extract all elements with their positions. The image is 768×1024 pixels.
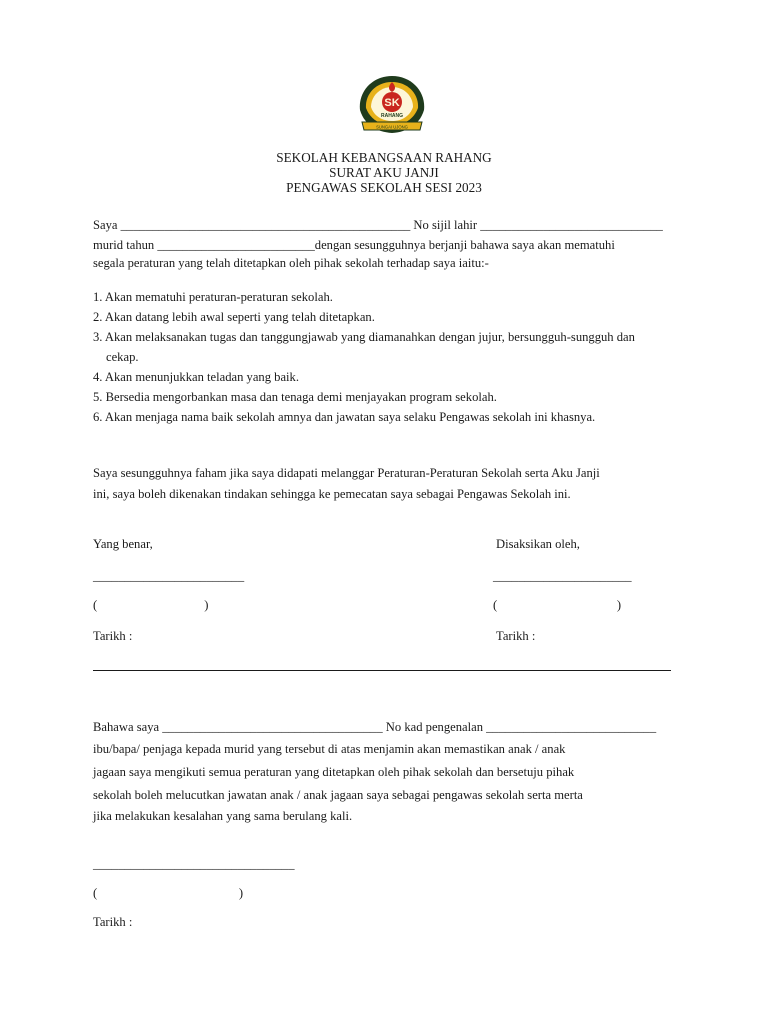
rule-item: 3. Akan melaksanakan tugas dan tanggungjawab yang diamanahkan dengan jujur, bersungguh-sungguh dan cekap. <box>93 330 635 364</box>
parent-line-1: Bahawa saya ___________________________________ No kad pengenalan ___________________________ <box>93 720 657 734</box>
sincerely-label: Yang benar, <box>93 537 153 551</box>
session-title: PENGAWAS SEKOLAH SESI 2023 <box>286 180 482 195</box>
rule-item: 4. Akan menunjukkan teladan yang baik. <box>93 370 299 384</box>
rule-item: 2. Akan datang lebih awal seperti yang telah ditetapkan. <box>93 310 375 324</box>
declaration-line-2: ini, saya boleh dikenakan tindakan sehingga ke pemecatan saya sebagai Pengawas Sekolah ini. <box>93 487 571 501</box>
witness-name-brackets: ( ) <box>493 598 622 612</box>
student-name-brackets: ( ) <box>93 598 209 612</box>
declaration-line-1: Saya sesungguhnya faham jika saya didapati melanggar Peraturan-Peraturan Sekolah serta Aku Janji <box>93 466 600 480</box>
parent-date-label: Tarikh : <box>93 915 133 929</box>
witness-signature-line: ______________________ <box>493 569 632 583</box>
witness-label: Disaksikan oleh, <box>496 537 580 551</box>
student-date-label: Tarikh : <box>93 629 133 643</box>
document-title: SURAT AKU JANJI <box>329 165 439 180</box>
intro-line-2: murid tahun _________________________dengan sesungguhnya berjanji bahawa saya akan mematuhi <box>93 238 615 252</box>
parent-line-5: jika melakukan kesalahan yang sama berulang kali. <box>93 809 353 823</box>
witness-date-label: Tarikh : <box>496 629 536 643</box>
logo-name: RAHANG <box>381 113 403 119</box>
school-name: SEKOLAH KEBANGSAAN RAHANG <box>276 150 492 165</box>
parent-name-brackets: ( ) <box>93 886 244 900</box>
parent-line-2: ibu/bapa/ penjaga kepada murid yang tersebut di atas menjamin akan memastikan anak / anak <box>93 742 566 756</box>
parent-signature-line: ________________________________ <box>93 857 295 871</box>
intro-line-1: Saya ______________________________________________ No sijil lahir _____________________________ <box>93 218 663 232</box>
logo-letters: SK <box>384 97 400 109</box>
school-logo <box>354 72 430 136</box>
logo-ribbon: SUNGAI UJONG <box>376 124 408 130</box>
rule-item: 1. Akan mematuhi peraturan-peraturan sekolah. <box>93 290 333 304</box>
parent-line-4: sekolah boleh melucutkan jawatan anak / anak jagaan saya sebagai pengawas sekolah serta merta <box>93 788 583 802</box>
student-signature-line: ________________________ <box>93 569 245 583</box>
intro-line-3: segala peraturan yang telah ditetapkan oleh pihak sekolah terhadap saya iaitu:- <box>93 256 489 270</box>
rule-item: 5. Bersedia mengorbankan masa dan tenaga demi menjayakan program sekolah. <box>93 390 497 404</box>
rule-item: 6. Akan menjaga nama baik sekolah amnya dan jawatan saya selaku Pengawas sekolah ini khasnya. <box>93 410 596 424</box>
section-divider <box>93 670 671 671</box>
rules-list <box>93 287 653 427</box>
parent-line-3: jagaan saya mengikuti semua peraturan yang ditetapkan oleh pihak sekolah dan bersetuju pihak <box>93 765 575 779</box>
